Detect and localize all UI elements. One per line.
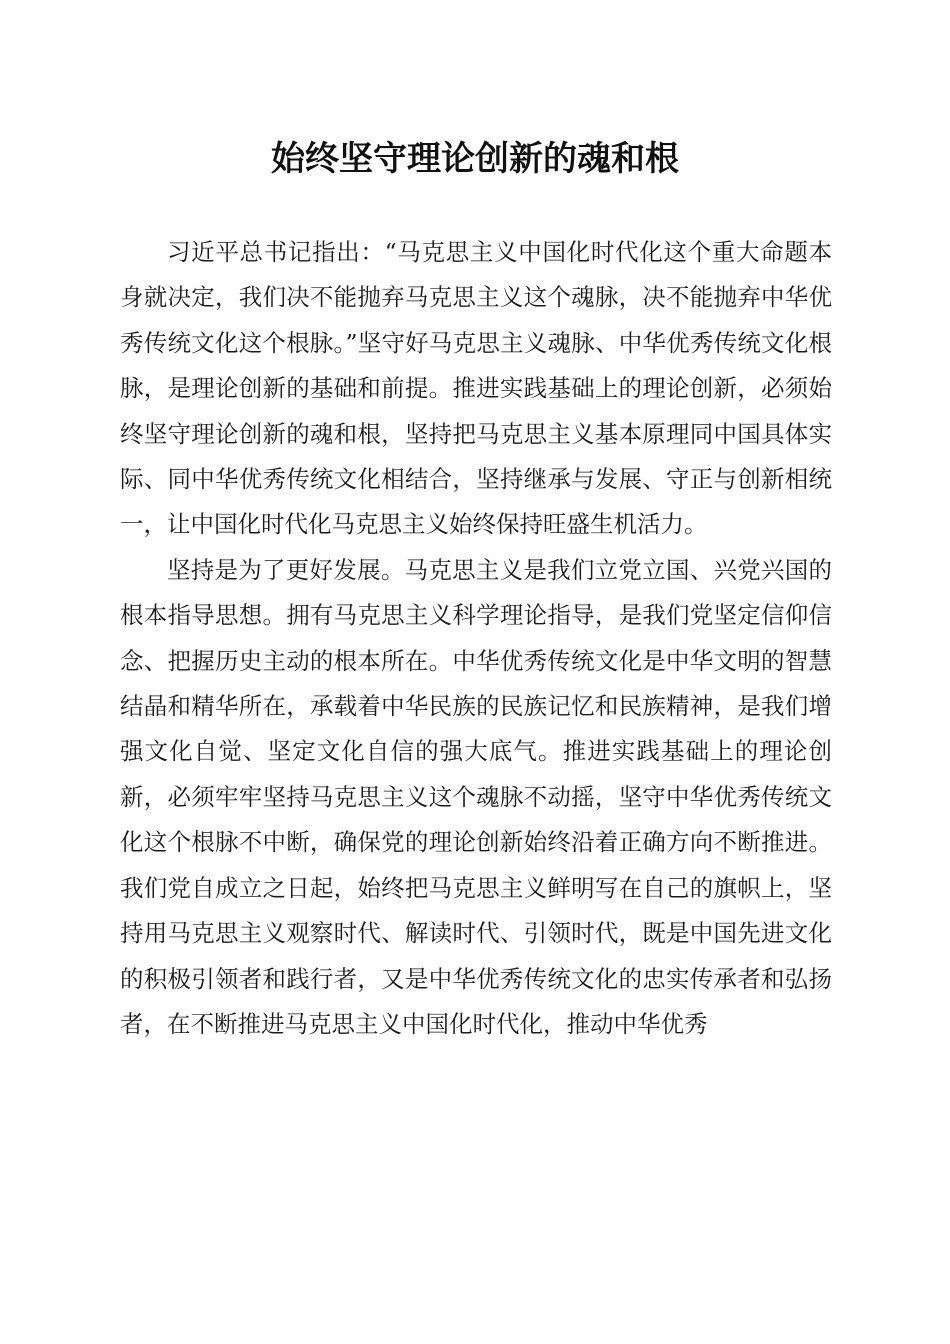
- paragraph-1: 习近平总书记指出：“马克思主义中国化时代化这个重大命题本身就决定，我们决不能抛弃马克思主义这个魂脉，决不能抛弃中华优秀传统文化这个根脉。”坚守好马克思主义魂脉、中华优秀传统文化根脉，是理论创新的基础和前提。推进实践基础上的理论创新，必须始终坚守理论创新的魂和根，坚持把马克思主义基本原理同中国具体实际、同中华优秀传统文化相结合，坚持继承与发展、守正与创新相统一，让中国化时代化马克思主义始终保持旺盛生机活力。: [120, 238, 832, 539]
- document-body: [120, 230, 832, 1047]
- document-title: 始终坚守理论创新的魂和根: [271, 139, 679, 179]
- paragraph-2: 坚持是为了更好发展。马克思主义是我们立党立国、兴党兴国的根本指导思想。拥有马克思主义科学理论指导，是我们党坚定信仰信念、把握历史主动的根本所在。中华优秀传统文化是中华文明的智慧结晶和精华所在，承载着中华民族的民族记忆和民族精神，是我们增强文化自觉、坚定文化自信的强大底气。推进实践基础上的理论创新，必须牢牢坚持马克思主义这个魂脉不动摇，坚守中华优秀传统文化这个根脉不中断，确保党的理论创新始终沿着正确方向不断推进。我们党自成立之日起，始终把马克思主义鲜明写在自己的旗帜上，坚持用马克思主义观察时代、解读时代、引领时代，既是中国先进文化的积极引领者和践行者，又是中华优秀传统文化的忠实传承者和弘扬者，在不断推进马克思主义中国化时代化，推动中华优秀: [120, 555, 832, 1038]
